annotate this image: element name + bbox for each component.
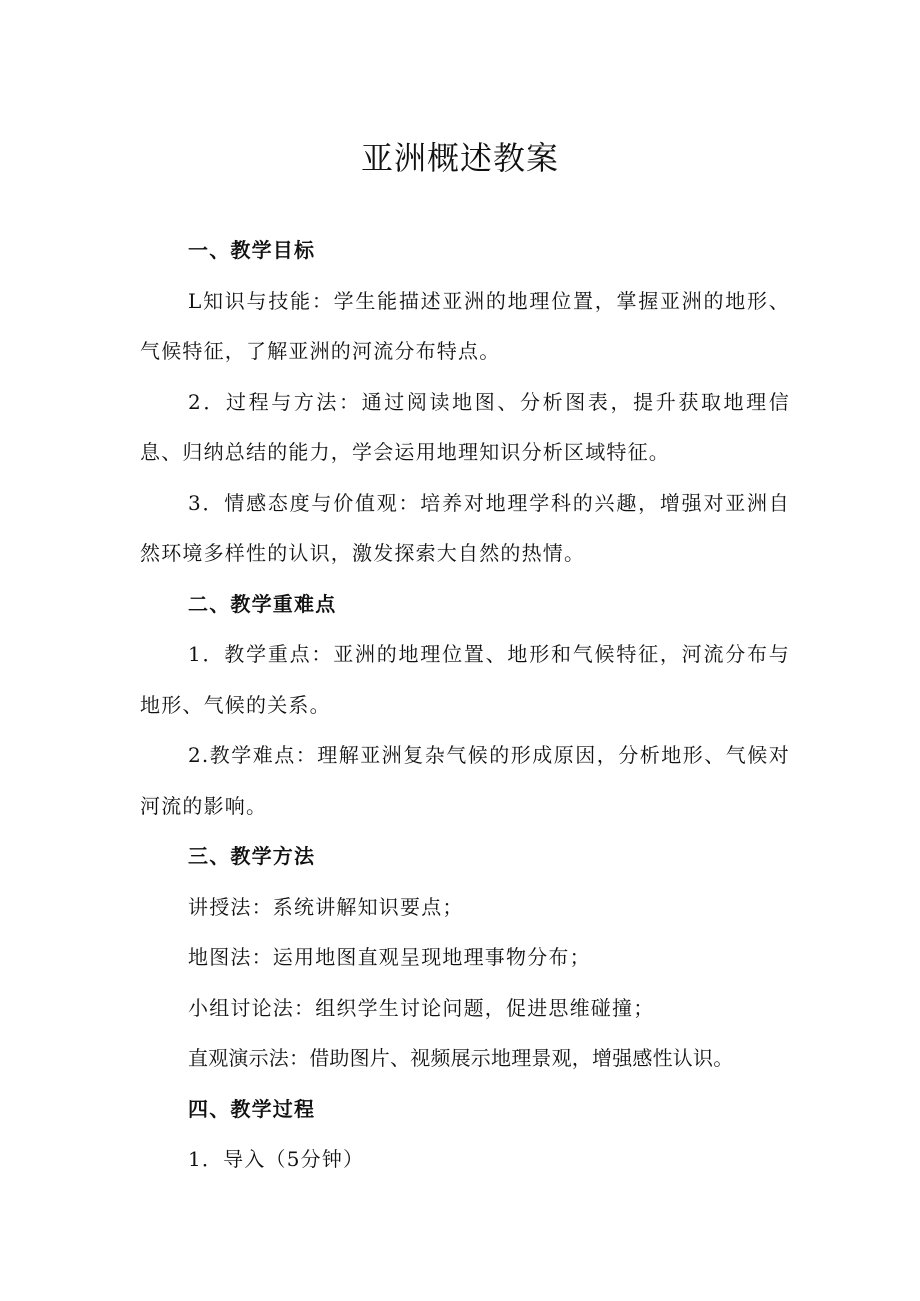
method-item-lecture: 讲授法：系统讲解知识要点； — [188, 894, 464, 919]
section-heading-objectives: 一、教学目标 — [188, 238, 316, 262]
paragraph-key-point: 1．教学重点：亚洲的地理位置、地形和气候特征，河流分布与地形、气候的关系。 — [140, 642, 790, 717]
method-item-demonstration: 直观演示法：借助图片、视频展示地理景观，增强感性认识。 — [188, 1046, 734, 1070]
section-heading-key-points: 二、教学重难点 — [188, 591, 337, 616]
section-heading-methods: 三、教学方法 — [188, 844, 316, 868]
method-item-map: 地图法：运用地图直观呈现地理事物分布； — [188, 945, 591, 969]
paragraph-attitude-values: 3．情感态度与价值观：培养对地理学科的兴趣，增强对亚洲自然环境多样性的认识，激发探索大自然的热情。 — [140, 490, 790, 565]
method-item-group-discussion: 小组讨论法：组织学生讨论问题，促进思维碰撞； — [188, 995, 655, 1020]
paragraph-difficult-point: 2.教学难点：理解亚洲复杂气候的形成原因，分析地形、气候对河流的影响。 — [140, 743, 790, 818]
paragraph-knowledge-skills: L知识与技能：学生能描述亚洲的地理位置，掌握亚洲的地形、气候特征，了解亚洲的河流分布特点。 — [140, 288, 790, 363]
paragraph-process-methods: 2．过程与方法：通过阅读地图、分析图表，提升获取地理信息、归纳总结的能力，学会运用地理知识分析区域特征。 — [140, 389, 790, 464]
process-item-introduction: 1．导入（5分钟） — [188, 1147, 365, 1171]
section-heading-process: 四、教学过程 — [188, 1096, 316, 1121]
document-title: 亚洲概述教案 — [360, 139, 559, 177]
document-body — [140, 225, 790, 1185]
